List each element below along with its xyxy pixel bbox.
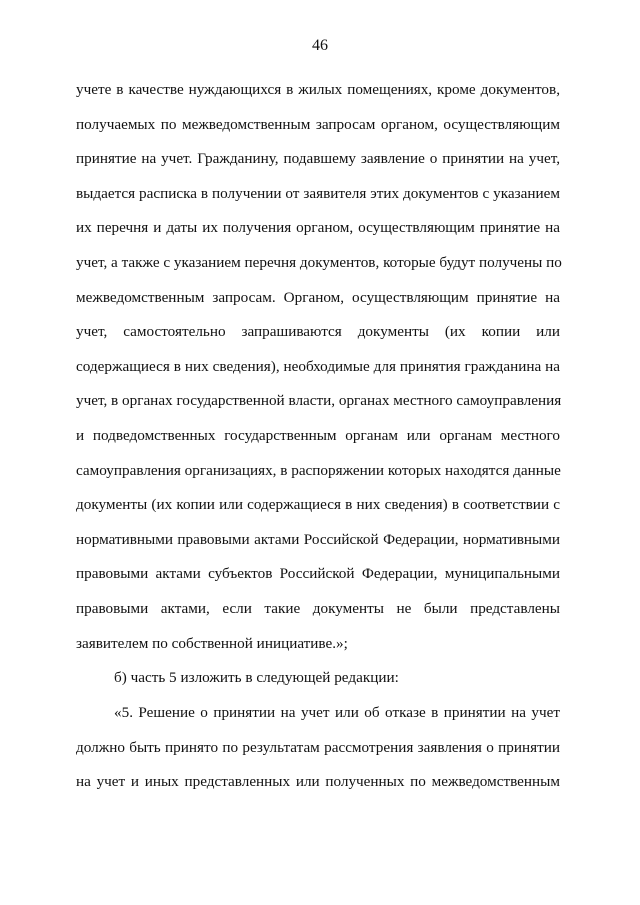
text-line: правовыми актами субъектов Российской Федерации, муниципальными [76, 565, 560, 583]
text-line: выдается расписка в получении от заявителя этих документов с указанием [76, 184, 560, 202]
text-line: межведомственным запросам. Органом, осуществляющим принятие на [76, 288, 560, 306]
page-number: 46 [312, 37, 328, 54]
text-line: учете в качестве нуждающихся в жилых помещениях, кроме документов, [76, 81, 560, 98]
text-line: правовыми актами, если такие документы не были представлены [76, 599, 560, 617]
text-line: документы (их копии или содержащиеся в них сведения) в соответствии с [76, 496, 560, 514]
text-line: и подведомственных государственным органам или органам местного [76, 426, 560, 444]
text-line: принятие на учет. Гражданину, подавшему заявление о принятии на учет, [76, 150, 560, 168]
paragraph-item-b [76, 661, 560, 696]
text-line: учет, а также с указанием перечня документов, которые будут получены по [76, 253, 562, 271]
text-line: их перечня и даты их получения органом, осуществляющим принятие на [76, 219, 560, 237]
text-line: учет, в органах государственной власти, органах местного самоуправления [76, 392, 562, 410]
text-line: заявителем по собственной инициативе.»; [76, 634, 348, 652]
text-line: нормативными правовыми актами Российской Федерации, нормативными [76, 530, 560, 548]
paragraph-point-5 [76, 696, 560, 800]
text-line: на учет и иных представленных или полученных по межведомственным [76, 773, 560, 791]
text-line: самоуправления организациях, в распоряжении которых находятся данные [76, 461, 561, 479]
text-line: учет, самостоятельно запрашиваются документы (их копии или [76, 323, 560, 341]
text-line: содержащиеся в них сведения), необходимые для принятия гражданина на [76, 357, 560, 375]
text-line: б) часть 5 изложить в следующей редакции: [114, 669, 399, 686]
text-line: получаемых по межведомственным запросам органом, осуществляющим [76, 115, 560, 133]
text-line: должно быть принято по результатам рассмотрения заявления о принятии [76, 738, 560, 756]
paragraph-continuation [76, 73, 560, 661]
text-line: «5. Решение о принятии на учет или об отказе в принятии на учет [114, 704, 560, 721]
